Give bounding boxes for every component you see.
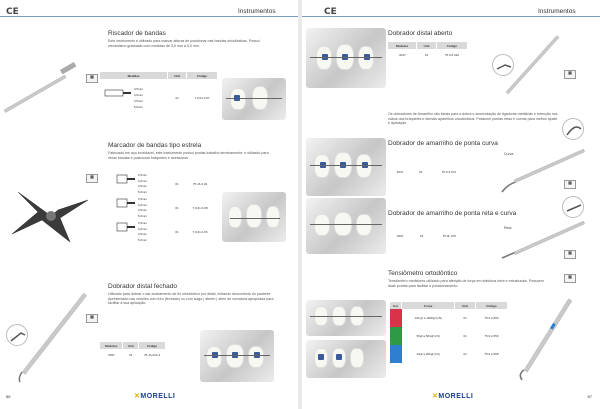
col-header: Código	[139, 342, 166, 349]
scriber-tip-icon	[103, 86, 133, 102]
unit-cell: 01	[175, 206, 179, 210]
tip-detail-circle	[6, 324, 28, 346]
table-row	[388, 230, 468, 242]
section-desc: Tensiômetro medidores utilizado para aferição de força em elásticos intra e extrabucais. Possuem duas pontas para facilitar o posicionamento.	[388, 279, 544, 288]
dobrador-fechado-table	[100, 342, 166, 361]
col-header: Unit	[455, 302, 475, 309]
model-cell: 3047	[396, 234, 404, 238]
col-header: Código	[436, 42, 467, 49]
section-desc: Utilizado para dobrar o dar acabamento de fio ortodôntico por distal, evitando desconforto do paciente. Apresentado nas versões com furo (fechado) ou com sulgo | aberto | além de curvatura apropriada para facilitar a sua aplicação.	[108, 292, 274, 306]
table-row	[390, 327, 508, 345]
table-row	[112, 220, 216, 244]
product-tag: ▦	[564, 70, 576, 79]
tip-detail-circle	[562, 118, 584, 140]
table-row	[112, 196, 216, 220]
force-cell: 100 gf a 1000gf (cN)	[414, 316, 442, 320]
size-value: 5,0mm	[137, 213, 148, 218]
col-header: Modelos	[100, 342, 123, 349]
code-cell: 7.0.01.0.07	[194, 96, 210, 100]
code-cell: 75.JA.022.3	[144, 353, 161, 357]
section-desc: Este instrumento é utilizado para marcar alturas de posicionar nas bandas ortodônticas. Possui mecanismo graduado com medidas de 3,5 mm a 5,0 mm.	[108, 39, 260, 48]
col-header: Unit	[168, 72, 187, 79]
col-header: Cor	[390, 302, 402, 309]
clinical-photo	[200, 330, 274, 382]
col-header: Código	[187, 72, 218, 79]
model-cell: 3047	[396, 170, 404, 174]
section-title: Marcador de bandas tipo estrela	[108, 142, 202, 149]
section-title: Dobrador de amarrilho de ponta curva	[388, 140, 498, 147]
tensiometro-table	[390, 302, 508, 363]
size-value: 4,0mm	[137, 226, 148, 231]
code-cell: 75.JA.0.32	[192, 182, 208, 186]
size-value: 3,5mm	[137, 197, 148, 201]
col-header: Medidas	[100, 72, 168, 79]
clinical-photo	[306, 28, 386, 88]
unit-cell: 01	[463, 352, 467, 356]
unit-cell: 01	[175, 230, 179, 234]
unit-cell: 01	[175, 182, 179, 186]
col-header: Unit	[123, 342, 139, 349]
size-value: 3,5mm	[137, 221, 148, 225]
size-value: 4,0mm	[137, 202, 148, 207]
size-value: 4,5mm	[137, 208, 148, 212]
tip-detail-icon	[563, 119, 584, 140]
table-row	[390, 309, 508, 327]
unit-cell: 01	[463, 334, 467, 338]
size-value: 4,5mm	[137, 232, 148, 236]
section-desc: Fabricado em aço inoxidável, este instrumento possui pontas trabalho termicamente, é utilizado para riscar bandas e posicionar bráquetes e acessórios.	[108, 151, 269, 160]
force-cell: 20gf a 200gf (cN)	[416, 352, 440, 356]
product-tag: ▦	[86, 74, 98, 83]
tip-callout: Curva	[504, 152, 514, 156]
size-value: 4,5mm	[133, 99, 144, 103]
distal-bender-image	[12, 290, 122, 390]
tip-callout: Reta	[504, 226, 512, 230]
clinical-photo	[306, 138, 386, 196]
product-tag: ▦	[564, 274, 576, 283]
marker-tip-icon	[115, 173, 137, 185]
code-cell: 75.0L.070	[442, 234, 456, 238]
force-cell: 50gf a 500gf (cN)	[416, 334, 440, 338]
open-distal-bender-image	[502, 30, 582, 100]
clinical-photo	[306, 340, 386, 378]
header-rule	[302, 16, 600, 17]
unit-cell: 01	[463, 316, 467, 320]
scriber-instrument-image	[0, 50, 100, 130]
section-title: Dobrador distal fechado	[108, 283, 178, 290]
page-number: 87	[587, 394, 592, 399]
size-value: 3,5mm	[137, 173, 148, 177]
marcador-table	[112, 172, 216, 244]
riscador-table	[100, 72, 218, 117]
code-cell: 75.0.2.058	[484, 352, 499, 356]
clinical-photo	[306, 300, 386, 336]
dobrador-aberto-table	[388, 42, 468, 61]
right-page	[302, 0, 600, 409]
size-value: 4,5mm	[137, 184, 148, 188]
product-tag: ▦	[86, 174, 98, 183]
morelli-logo	[134, 392, 175, 400]
product-tag: ▦	[564, 180, 576, 189]
code-cell: 7.0.01.0.06	[192, 230, 208, 234]
code-cell: 75.0.2.074	[441, 170, 456, 174]
logo-text: MORELLI	[140, 393, 176, 400]
clinical-photo	[306, 198, 386, 254]
unit-cell: 01	[424, 53, 429, 57]
section-desc: Os dobradores de Amarrilho são ideais para a dobra e acomodação de ligaduras metálicas e retenção nos cabos dos bráquetes e demais aparelhos ortodônticos. Possuem pontas retas e curvas para melhor ajuste e aplicação.	[388, 112, 558, 126]
header-title: Instrumentos	[538, 8, 576, 15]
unit-cell: 01	[129, 353, 133, 357]
table-row	[100, 349, 166, 361]
unit-cell: 01	[419, 170, 423, 174]
code-cell: 75.0.2.056	[484, 316, 499, 320]
size-value: 4,0mm	[133, 93, 144, 97]
tensiometer-image	[514, 288, 594, 388]
code-cell: 7.0.01.0.08	[192, 206, 208, 210]
code-cell: 75.0.0.022	[444, 53, 460, 57]
size-value: 5,0mm	[137, 237, 148, 242]
marker-tip-icon	[115, 197, 137, 209]
header-rule	[0, 16, 298, 17]
dobrador-reta-table	[388, 230, 468, 242]
section-title: Tensiômetro ortodôntico	[388, 270, 458, 277]
unit-cell: 01	[175, 96, 179, 100]
table-row	[100, 79, 218, 117]
size-value: 5,0mm	[133, 105, 144, 109]
left-page	[0, 0, 298, 409]
product-tag: ▦	[86, 314, 98, 323]
table-row	[112, 172, 216, 196]
straight-ligature-bender-image	[498, 208, 592, 264]
logo-mark-icon: ✕	[432, 393, 439, 400]
marker-tip-icon	[115, 221, 137, 233]
color-swatch	[390, 345, 402, 363]
unit-cell: 01	[419, 234, 424, 238]
table-row	[388, 166, 468, 178]
table-row	[388, 49, 468, 61]
ce-mark: CE	[6, 7, 19, 17]
morelli-logo	[432, 392, 473, 400]
page-number: 86	[6, 394, 11, 399]
size-value: 4,0mm	[137, 178, 148, 183]
col-header: Código	[475, 302, 507, 309]
col-header: Modelos	[388, 42, 417, 49]
model-cell: 3047	[108, 353, 115, 357]
product-tag: ▦	[564, 250, 576, 259]
ce-mark: CE	[324, 7, 337, 17]
code-cell: 75.0.2.056	[484, 334, 499, 338]
size-value: 5,0mm	[137, 189, 148, 194]
color-swatch	[390, 327, 402, 345]
section-title: Dobrador de amarrilho de ponta reta e curva	[388, 210, 517, 217]
dobrador-curva-table	[388, 166, 468, 178]
logo-mark-icon: ✕	[134, 393, 141, 400]
star-marker-image	[8, 186, 94, 246]
size-value: 3,5mm	[133, 87, 144, 91]
col-header: Força	[402, 302, 455, 309]
col-header: Unit	[417, 42, 437, 49]
table-row	[390, 345, 508, 363]
header-title: Instrumentos	[238, 8, 276, 15]
curved-ligature-bender-image	[498, 140, 592, 196]
clinical-photo	[222, 78, 286, 120]
section-title: Riscador de bandas	[108, 30, 166, 37]
logo-text: MORELLI	[438, 393, 474, 400]
clinical-photo	[222, 192, 286, 242]
model-cell: 3047	[399, 53, 406, 57]
section-title: Dobrador distal aberto	[388, 30, 453, 37]
color-swatch	[390, 309, 402, 327]
